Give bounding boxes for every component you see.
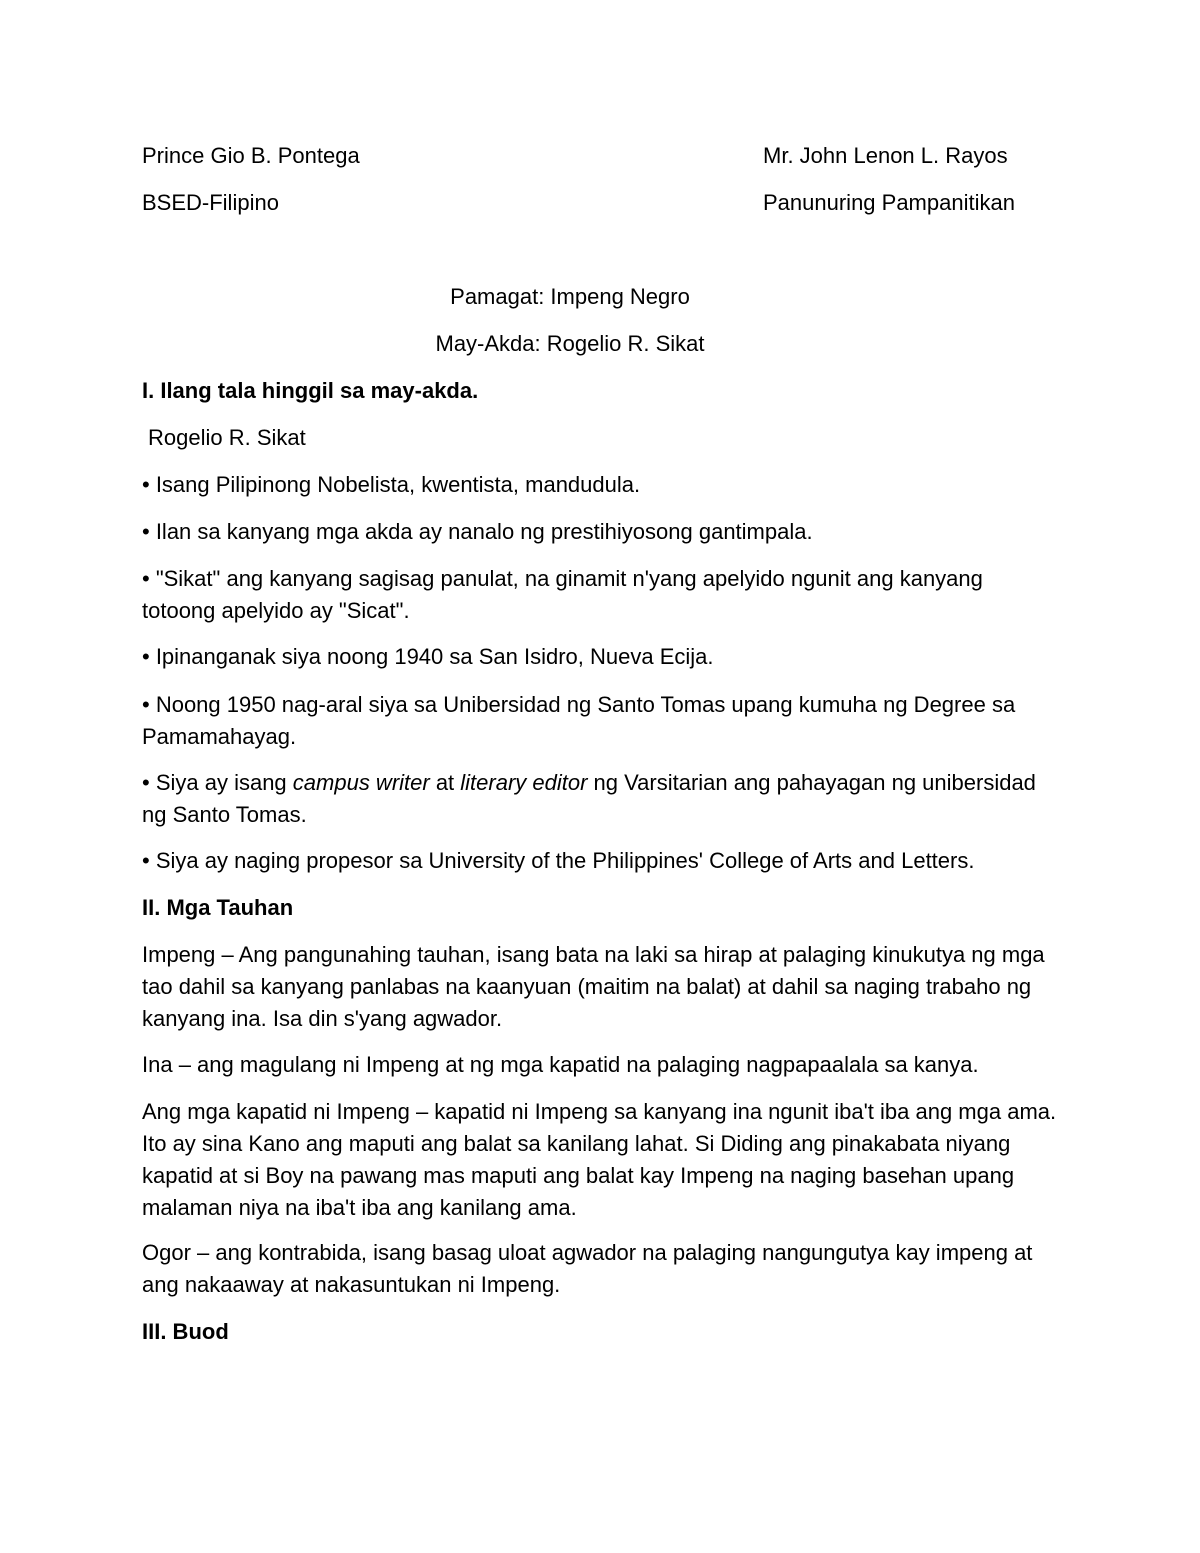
author-bullet: • Siya ay naging propesor sa University of the Philippines' College of Arts and Letters. [142,848,975,873]
story-title: Pamagat: Impeng Negro [450,284,690,309]
author-bullet: • Ilan sa kanyang mga akda ay nanalo ng prestihiyosong gantimpala. [142,519,813,544]
author-bullet: • "Sikat" ang kanyang sagisag panulat, na ginamit n'yang apelyido ngunit ang kanyang totoong apelyido ay "Sicat". [142,566,983,623]
program: BSED-Filipino [142,190,279,215]
italic-term: literary editor [460,770,588,795]
section-heading-author-notes: I. Ilang tala hinggil sa may-akda. [142,378,479,403]
author-bullet: • Ipinanganak siya noong 1940 sa San Isidro, Nueva Ecija. [142,644,714,669]
author-name: Rogelio R. Sikat [148,425,306,450]
section-heading-characters: II. Mga Tauhan [142,895,294,920]
bullet-text: • Siya ay isang [142,770,293,795]
character-description: Ang mga kapatid ni Impeng – kapatid ni Impeng sa kanyang ina ngunit iba't iba ang mga ama. Ito ay sina Kano ang maputi ang balat sa kanilang lahat. Si Diding ang pinakabata niyang kapatid at si Boy na pawang mas maputi ang balat kay Impeng na naging basehan upang malaman niya na iba't iba ang kanilang ama. [142,1099,1057,1220]
character-description: Ogor – ang kontrabida, isang basag uloat agwador na palaging nangungutya kay impeng at ang nakaaway at nakasuntukan ni Impeng. [142,1240,1033,1297]
character-description: Ina – ang magulang ni Impeng at ng mga kapatid na palaging nagpapaalala sa kanya. [142,1052,979,1077]
bullet-text: ng Varsitarian ang pahayagan ng unibersidad ng Santo Tomas. [142,770,1036,827]
author-bullet: • Noong 1950 nag-aral siya sa Unibersidad ng Santo Tomas upang kumuha ng Degree sa Pamamahayag. [142,692,1016,749]
course-name: Panunuring Pampanitikan [763,190,1015,215]
italic-term: campus writer [292,770,430,795]
author-bullet [142,767,1062,831]
teacher-name: Mr. John Lenon L. Rayos [763,143,1008,168]
character-description: Impeng – Ang pangunahing tauhan, isang bata na laki sa hirap at palaging kinukutya ng mga tao dahil sa kanyang panlabas na kaanyuan (maitim na balat) at dahil sa naging trabaho ng kanyang ina. Isa din s'yang agwador. [142,942,1045,1031]
section-heading-summary: III. Buod [142,1319,229,1344]
author-bullet: • Isang Pilipinong Nobelista, kwentista, mandudula. [142,472,641,497]
bullet-text: at [429,770,461,795]
student-name: Prince Gio B. Pontega [142,143,360,168]
story-author: May-Akda: Rogelio R. Sikat [435,331,705,356]
